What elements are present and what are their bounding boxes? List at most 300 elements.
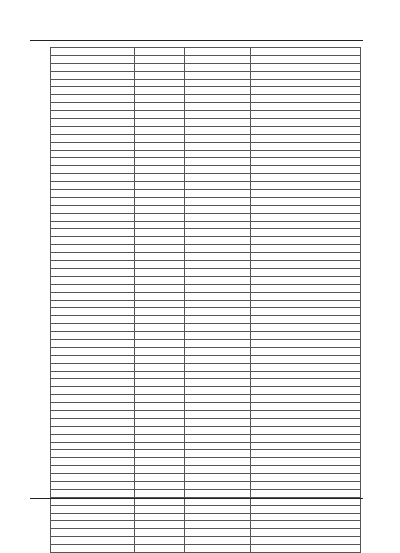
table-cell xyxy=(185,426,251,434)
table-cell xyxy=(135,489,185,497)
table-cell xyxy=(51,371,135,379)
table-row xyxy=(51,87,361,95)
table-row xyxy=(51,410,361,418)
table-cell xyxy=(135,418,185,426)
table-cell xyxy=(251,442,361,450)
table-cell xyxy=(251,450,361,458)
table-cell xyxy=(185,197,251,205)
table-cell xyxy=(51,450,135,458)
table-cell xyxy=(251,371,361,379)
table-cell xyxy=(251,395,361,403)
table-cell xyxy=(135,245,185,253)
table-cell xyxy=(51,221,135,229)
table-cell xyxy=(135,221,185,229)
table-row xyxy=(51,474,361,482)
table-cell xyxy=(185,481,251,489)
table-row xyxy=(51,292,361,300)
table-cell xyxy=(135,261,185,269)
table-cell xyxy=(251,474,361,482)
table-cell xyxy=(51,481,135,489)
table-cell xyxy=(185,489,251,497)
table-cell xyxy=(251,418,361,426)
table-cell xyxy=(135,276,185,284)
table-cell xyxy=(135,103,185,111)
table-cell xyxy=(51,142,135,150)
table-cell xyxy=(51,190,135,198)
table-cell xyxy=(185,48,251,56)
table-cell xyxy=(135,213,185,221)
table-cell xyxy=(251,332,361,340)
table-cell xyxy=(185,55,251,63)
table-cell xyxy=(51,545,135,553)
table-row xyxy=(51,95,361,103)
table-cell xyxy=(51,434,135,442)
table-row xyxy=(51,276,361,284)
table-row xyxy=(51,253,361,261)
table-cell xyxy=(251,126,361,134)
table-cell xyxy=(51,387,135,395)
table-cell xyxy=(135,111,185,119)
table-cell xyxy=(51,95,135,103)
table-cell xyxy=(51,158,135,166)
table-row xyxy=(51,284,361,292)
table-cell xyxy=(251,363,361,371)
table-cell xyxy=(251,308,361,316)
table-cell xyxy=(185,158,251,166)
table-cell xyxy=(135,324,185,332)
table-cell xyxy=(135,316,185,324)
table-cell xyxy=(251,142,361,150)
table-cell xyxy=(135,300,185,308)
footer-rule xyxy=(30,498,363,499)
table-cell xyxy=(135,150,185,158)
table-cell xyxy=(251,481,361,489)
table-cell xyxy=(185,253,251,261)
table-cell xyxy=(135,229,185,237)
table-cell xyxy=(51,316,135,324)
table-cell xyxy=(185,466,251,474)
table-cell xyxy=(135,332,185,340)
table-row xyxy=(51,63,361,71)
table-cell xyxy=(185,245,251,253)
table-row xyxy=(51,245,361,253)
table-cell xyxy=(135,545,185,553)
table-cell xyxy=(185,521,251,529)
table-row xyxy=(51,481,361,489)
table-cell xyxy=(135,537,185,545)
table-cell xyxy=(251,245,361,253)
table-cell xyxy=(51,410,135,418)
table-cell xyxy=(251,347,361,355)
table-row xyxy=(51,213,361,221)
table-cell xyxy=(185,142,251,150)
table-cell xyxy=(51,213,135,221)
table-cell xyxy=(51,55,135,63)
table-cell xyxy=(185,434,251,442)
table-cell xyxy=(185,403,251,411)
table-cell xyxy=(51,284,135,292)
table-cell xyxy=(51,253,135,261)
table-cell xyxy=(51,324,135,332)
table-cell xyxy=(135,158,185,166)
table-cell xyxy=(51,505,135,513)
table-cell xyxy=(251,403,361,411)
table-cell xyxy=(185,134,251,142)
table-cell xyxy=(51,261,135,269)
table-cell xyxy=(135,410,185,418)
table-row xyxy=(51,182,361,190)
table-cell xyxy=(51,126,135,134)
table-cell xyxy=(185,190,251,198)
table-row xyxy=(51,261,361,269)
table-cell xyxy=(51,489,135,497)
table-cell xyxy=(251,55,361,63)
table-cell xyxy=(51,71,135,79)
table-cell xyxy=(251,355,361,363)
table-cell xyxy=(251,197,361,205)
table-cell xyxy=(251,205,361,213)
table-cell xyxy=(135,395,185,403)
table-cell xyxy=(185,119,251,127)
table-cell xyxy=(185,545,251,553)
table-cell xyxy=(51,347,135,355)
table-row xyxy=(51,150,361,158)
table-row xyxy=(51,166,361,174)
table-cell xyxy=(51,111,135,119)
table-row xyxy=(51,434,361,442)
table-row xyxy=(51,387,361,395)
table-cell xyxy=(185,529,251,537)
table-row xyxy=(51,119,361,127)
table-cell xyxy=(51,355,135,363)
table-cell xyxy=(251,253,361,261)
table-row xyxy=(51,545,361,553)
table-cell xyxy=(251,466,361,474)
table-row xyxy=(51,158,361,166)
table-row xyxy=(51,332,361,340)
table-cell xyxy=(251,111,361,119)
table-cell xyxy=(185,63,251,71)
table-cell xyxy=(185,442,251,450)
table-cell xyxy=(51,537,135,545)
table-row xyxy=(51,126,361,134)
table-row xyxy=(51,513,361,521)
table-cell xyxy=(185,324,251,332)
table-cell xyxy=(185,339,251,347)
table-cell xyxy=(251,292,361,300)
table-row xyxy=(51,355,361,363)
table-cell xyxy=(135,308,185,316)
table-cell xyxy=(251,237,361,245)
table-cell xyxy=(135,95,185,103)
table-cell xyxy=(251,158,361,166)
table-cell xyxy=(51,442,135,450)
table-cell xyxy=(51,529,135,537)
table-row xyxy=(51,48,361,56)
table-cell xyxy=(51,403,135,411)
table-cell xyxy=(51,166,135,174)
table-cell xyxy=(251,95,361,103)
table-cell xyxy=(185,537,251,545)
table-cell xyxy=(251,324,361,332)
table-cell xyxy=(185,166,251,174)
table-cell xyxy=(251,537,361,545)
table-cell xyxy=(135,450,185,458)
table-cell xyxy=(185,103,251,111)
table-cell xyxy=(185,71,251,79)
table-row xyxy=(51,316,361,324)
table-cell xyxy=(185,355,251,363)
table-cell xyxy=(51,197,135,205)
table-cell xyxy=(185,174,251,182)
table-cell xyxy=(185,237,251,245)
table-cell xyxy=(51,458,135,466)
table-row xyxy=(51,174,361,182)
table-cell xyxy=(185,505,251,513)
table-cell xyxy=(51,103,135,111)
table-cell xyxy=(135,142,185,150)
table-row xyxy=(51,79,361,87)
table-cell xyxy=(185,268,251,276)
table-cell xyxy=(185,379,251,387)
table-cell xyxy=(251,339,361,347)
table-cell xyxy=(135,48,185,56)
table-row xyxy=(51,426,361,434)
table-row xyxy=(51,190,361,198)
table-row xyxy=(51,505,361,513)
table-cell xyxy=(251,166,361,174)
table-cell xyxy=(185,182,251,190)
table-cell xyxy=(51,150,135,158)
table-cell xyxy=(251,410,361,418)
table-cell xyxy=(135,505,185,513)
table-cell xyxy=(51,308,135,316)
table-cell xyxy=(185,221,251,229)
table-cell xyxy=(185,395,251,403)
table-row xyxy=(51,71,361,79)
table-row xyxy=(51,134,361,142)
table-cell xyxy=(185,513,251,521)
table-cell xyxy=(185,332,251,340)
table-cell xyxy=(185,387,251,395)
table-cell xyxy=(185,213,251,221)
table-cell xyxy=(185,347,251,355)
table-row xyxy=(51,537,361,545)
table-cell xyxy=(185,418,251,426)
table-cell xyxy=(251,182,361,190)
table-cell xyxy=(51,426,135,434)
table-cell xyxy=(51,332,135,340)
table-cell xyxy=(185,111,251,119)
table-row xyxy=(51,197,361,205)
table-row xyxy=(51,111,361,119)
table-cell xyxy=(51,513,135,521)
table-row xyxy=(51,324,361,332)
table-row xyxy=(51,221,361,229)
table-cell xyxy=(185,95,251,103)
table-cell xyxy=(51,63,135,71)
table-row xyxy=(51,442,361,450)
table-row xyxy=(51,458,361,466)
table-cell xyxy=(135,371,185,379)
table-cell xyxy=(51,182,135,190)
table-cell xyxy=(135,513,185,521)
table-cell xyxy=(251,521,361,529)
table-cell xyxy=(51,474,135,482)
table-row xyxy=(51,308,361,316)
table-cell xyxy=(135,55,185,63)
table-cell xyxy=(185,150,251,158)
table-row xyxy=(51,268,361,276)
table-cell xyxy=(251,513,361,521)
table-cell xyxy=(251,545,361,553)
table-cell xyxy=(51,300,135,308)
table-cell xyxy=(185,229,251,237)
table-cell xyxy=(135,71,185,79)
table-row xyxy=(51,237,361,245)
table-row xyxy=(51,142,361,150)
table-cell xyxy=(135,197,185,205)
table-cell xyxy=(51,379,135,387)
table-cell xyxy=(51,466,135,474)
table-cell xyxy=(185,292,251,300)
table-cell xyxy=(51,339,135,347)
table-cell xyxy=(251,284,361,292)
table-cell xyxy=(51,237,135,245)
table-row xyxy=(51,450,361,458)
table-cell xyxy=(51,229,135,237)
table-cell xyxy=(135,134,185,142)
table-cell xyxy=(251,63,361,71)
table-row xyxy=(51,371,361,379)
table-cell xyxy=(251,529,361,537)
table-row xyxy=(51,489,361,497)
table-row xyxy=(51,418,361,426)
table-cell xyxy=(251,229,361,237)
table-cell xyxy=(135,268,185,276)
table-cell xyxy=(185,205,251,213)
table-row xyxy=(51,229,361,237)
table-cell xyxy=(185,410,251,418)
table-cell xyxy=(185,458,251,466)
table-row xyxy=(51,466,361,474)
table-cell xyxy=(135,292,185,300)
table-cell xyxy=(51,395,135,403)
table-row xyxy=(51,521,361,529)
table-cell xyxy=(251,119,361,127)
table-cell xyxy=(135,253,185,261)
table-cell xyxy=(251,426,361,434)
table-cell xyxy=(135,363,185,371)
table-cell xyxy=(135,481,185,489)
table-cell xyxy=(185,316,251,324)
table-cell xyxy=(185,87,251,95)
table-cell xyxy=(185,300,251,308)
table-cell xyxy=(185,308,251,316)
table-cell xyxy=(185,79,251,87)
table-row xyxy=(51,55,361,63)
table-cell xyxy=(51,363,135,371)
table-cell xyxy=(251,79,361,87)
table-cell xyxy=(185,261,251,269)
table-cell xyxy=(135,79,185,87)
table-cell xyxy=(135,434,185,442)
table-cell xyxy=(251,190,361,198)
table-cell xyxy=(251,87,361,95)
table-cell xyxy=(135,442,185,450)
table-cell xyxy=(251,134,361,142)
table-cell xyxy=(135,237,185,245)
header-rule xyxy=(30,40,363,41)
table-cell xyxy=(135,119,185,127)
table-cell xyxy=(251,276,361,284)
table-row xyxy=(51,103,361,111)
table-cell xyxy=(135,63,185,71)
table-row xyxy=(51,395,361,403)
table-cell xyxy=(135,355,185,363)
table-cell xyxy=(135,174,185,182)
table-cell xyxy=(135,426,185,434)
table-row xyxy=(51,403,361,411)
table-cell xyxy=(51,292,135,300)
table-row xyxy=(51,347,361,355)
table-cell xyxy=(135,205,185,213)
parts-table-body xyxy=(51,48,361,553)
table-cell xyxy=(135,403,185,411)
table-cell xyxy=(51,174,135,182)
table-cell xyxy=(51,48,135,56)
table-cell xyxy=(135,347,185,355)
table-cell xyxy=(135,458,185,466)
table-cell xyxy=(185,363,251,371)
table-cell xyxy=(135,529,185,537)
table-cell xyxy=(51,418,135,426)
table-cell xyxy=(251,48,361,56)
table-cell xyxy=(185,474,251,482)
table-cell xyxy=(51,79,135,87)
table-cell xyxy=(185,276,251,284)
table-cell xyxy=(251,387,361,395)
table-cell xyxy=(251,268,361,276)
table-cell xyxy=(135,190,185,198)
table-cell xyxy=(135,126,185,134)
table-cell xyxy=(135,166,185,174)
table-row xyxy=(51,363,361,371)
table-cell xyxy=(51,521,135,529)
table-cell xyxy=(51,268,135,276)
table-cell xyxy=(135,387,185,395)
table-cell xyxy=(251,458,361,466)
table-cell xyxy=(251,434,361,442)
table-cell xyxy=(185,450,251,458)
table-cell xyxy=(251,150,361,158)
table-cell xyxy=(251,300,361,308)
table-cell xyxy=(185,126,251,134)
table-cell xyxy=(251,489,361,497)
table-cell xyxy=(251,261,361,269)
table-cell xyxy=(51,205,135,213)
table-row xyxy=(51,205,361,213)
table-cell xyxy=(51,87,135,95)
table-row xyxy=(51,339,361,347)
table-cell xyxy=(135,379,185,387)
table-cell xyxy=(135,466,185,474)
table-cell xyxy=(251,103,361,111)
parts-table xyxy=(50,47,361,553)
table-cell xyxy=(251,221,361,229)
table-cell xyxy=(251,174,361,182)
table-cell xyxy=(135,474,185,482)
